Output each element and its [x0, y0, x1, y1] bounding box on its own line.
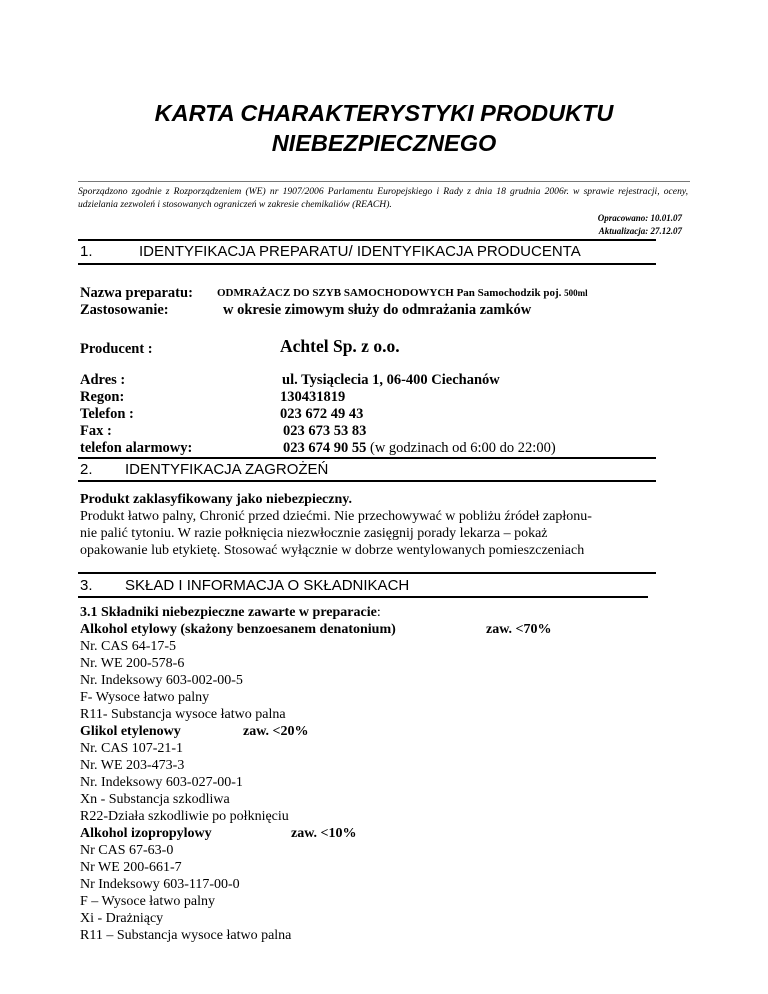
ingredient-content: zaw. <70% — [486, 622, 552, 637]
section2-top-rule — [78, 457, 656, 459]
ingredient-line: Nr. Indeksowy 603-002-00-5 — [80, 673, 243, 688]
fax-value: 023 673 53 83 — [283, 423, 367, 439]
ingredient-line: Xi - Drażniący — [80, 911, 164, 926]
ingredient-line: R22-Działa szkodliwie po połknięciu — [80, 809, 289, 824]
ingredient-line: F – Wysoce łatwo palny — [80, 894, 215, 909]
ingredient-line: R11- Substancja wysoce łatwo palna — [80, 707, 286, 722]
prepared-date: Opracowano: 10.01.07 — [597, 213, 682, 223]
product-name-value: ODMRAŻACZ DO SZYB SAMOCHODOWYCH Pan Samochodzik poj. 500ml — [217, 287, 588, 299]
ingredient-line: R11 – Substancja wysoce łatwo palna — [80, 928, 292, 943]
producer-value: Achtel Sp. z o.o. — [280, 336, 400, 356]
section1-top-rule — [78, 239, 656, 241]
ingredient-line: Xn - Substancja szkodliwa — [80, 792, 230, 807]
usage-label: Zastosowanie: — [80, 302, 169, 318]
ingredient-content: zaw. <10% — [291, 826, 357, 841]
updated-date: Aktualizacja: 27.12.07 — [598, 226, 682, 236]
hazard-text-line: nie palić tytoniu. W razie połknięcia niezwłocznie zasięgnij porady lekarza – pokaż — [80, 526, 548, 541]
section2-title: IDENTYFIKACJA ZAGROŻEŃ — [125, 461, 329, 478]
ingredient-name: Alkohol etylowy (skażony benzoesanem denatonium) — [80, 622, 396, 637]
fax-label: Fax : — [80, 423, 112, 439]
usage-value: w okresie zimowym służy do odmrażania zamków — [223, 302, 532, 318]
regulation-note: Sporządzono zgodnie z Rozporządzeniem (WE) nr 1907/2006 Parlamentu Europejskiego i Rady z dnia 18 grudnia 2006r. w sprawie rejestracji, oceny, udzielania zezwoleń i stosowanych ograniczeń w zakresie chemikaliów (REACH). — [78, 186, 688, 210]
alarm-phone-value: 023 674 90 55 (w godzinach od 6:00 do 22:00) — [283, 440, 556, 456]
phone-label: Telefon : — [80, 406, 134, 422]
section3-title: SKŁAD I INFORMACJA O SKŁADNIKACH — [125, 577, 410, 594]
product-name-label: Nazwa preparatu: — [80, 285, 193, 301]
ingredient-line: Nr CAS 67-63-0 — [80, 843, 174, 858]
address-value: ul. Tysiąclecia 1, 06-400 Ciechanów — [282, 372, 500, 388]
alarm-phone-label: telefon alarmowy: — [80, 440, 193, 456]
section1-title: IDENTYFIKACJA PREPARATU/ IDENTYFIKACJA PRODUCENTA — [139, 243, 581, 260]
phone-value: 023 672 49 43 — [280, 406, 364, 422]
document-title-line2: NIEBEZPIECZNEGO — [271, 130, 497, 156]
ingredient-line: Nr. Indeksowy 603-027-00-1 — [80, 775, 243, 790]
section2-number: 2. — [80, 461, 93, 478]
ingredient-line: Nr Indeksowy 603-117-00-0 — [80, 877, 240, 892]
ingredient-line: F- Wysoce łatwo palny — [80, 690, 210, 705]
header-divider — [78, 181, 690, 182]
producer-label: Producent : — [80, 341, 153, 357]
section2-bottom-rule — [78, 480, 656, 482]
ingredient-name: Alkohol izopropylowy — [80, 826, 212, 841]
section3-top-rule — [78, 572, 656, 574]
address-label: Adres : — [80, 372, 126, 388]
regon-value: 130431819 — [280, 389, 346, 405]
document-title-line1: KARTA CHARAKTERYSTYKI PRODUKTU — [154, 100, 614, 126]
ingredient-name: Glikol etylenowy — [80, 724, 181, 739]
ingredients-subheading: 3.1 Składniki niebezpieczne zawarte w preparacie: — [80, 605, 381, 620]
ingredient-line: Nr. CAS 64-17-5 — [80, 639, 177, 654]
ingredient-line: Nr. WE 200-578-6 — [80, 656, 185, 671]
section3-number: 3. — [80, 577, 93, 594]
hazard-text-line: Produkt łatwo palny, Chronić przed dziećmi. Nie przechowywać w pobliżu źródeł zapłonu- — [80, 509, 592, 524]
hazard-classification: Produkt zaklasyfikowany jako niebezpieczny. — [80, 492, 352, 507]
section3-bottom-rule — [78, 596, 648, 598]
ingredient-line: Nr. CAS 107-21-1 — [80, 741, 184, 756]
regon-label: Regon: — [80, 389, 125, 405]
hazard-text-line: opakowanie lub etykietę. Stosować wyłącznie w dobrze wentylowanych pomieszczeniach — [80, 543, 585, 558]
ingredient-line: Nr WE 200-661-7 — [80, 860, 182, 875]
section1-number: 1. — [80, 243, 93, 260]
section1-bottom-rule — [78, 263, 656, 265]
ingredient-content: zaw. <20% — [243, 724, 309, 739]
ingredient-line: Nr. WE 203-473-3 — [80, 758, 185, 773]
